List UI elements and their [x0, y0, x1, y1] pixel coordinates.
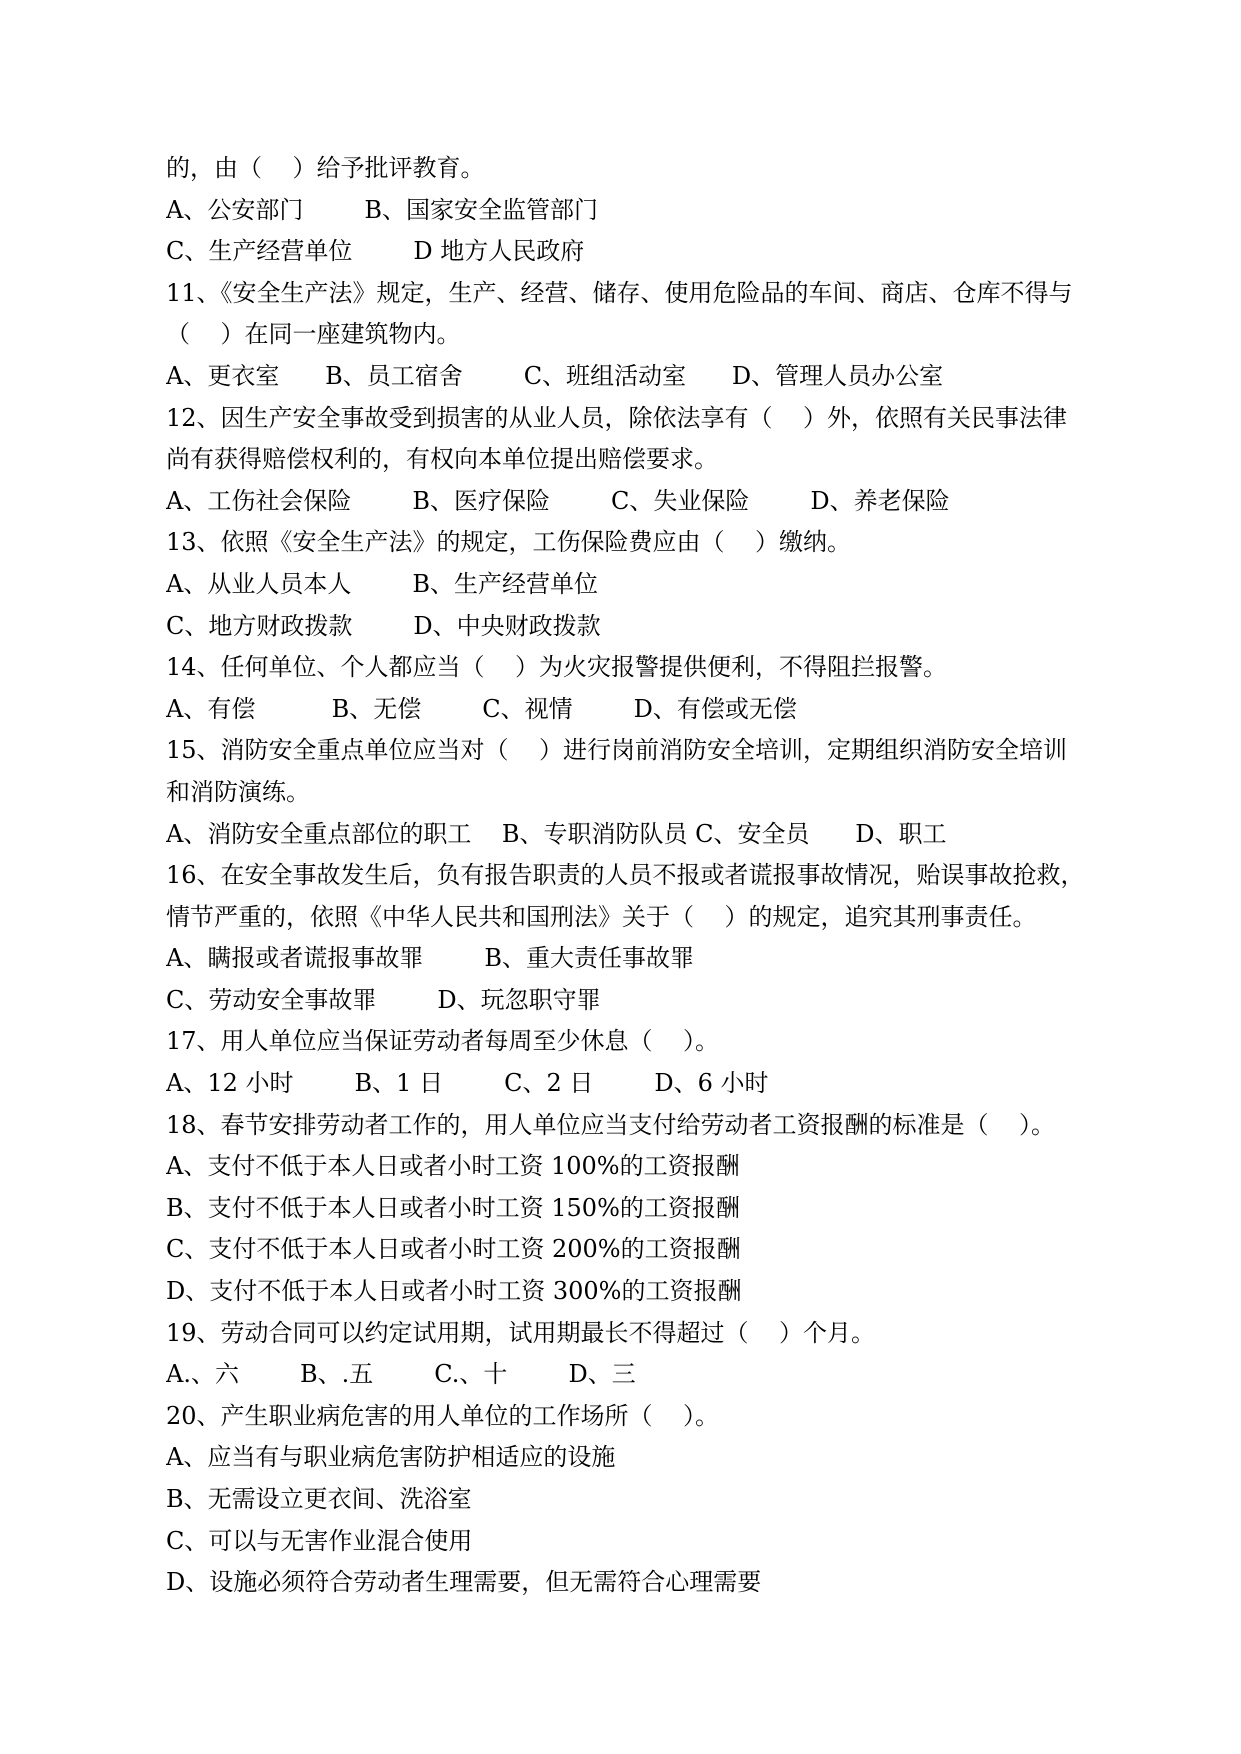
text-line: A.、六 B、.五 C.、十 D、三 [166, 1360, 636, 1389]
text-line: C、劳动安全事故罪 D、玩忽职守罪 [166, 985, 601, 1014]
text-line: A、应当有与职业病危害防护相适应的设施 [166, 1443, 616, 1472]
text-line: 15、消防安全重点单位应当对（ ）进行岗前消防安全培训，定期组织消防安全培训 [166, 736, 1068, 765]
text-line: 18、春节安排劳动者工作的，用人单位应当支付给劳动者工资报酬的标准是（ ）。 [166, 1110, 1056, 1139]
text-line: 11、《安全生产法》规定，生产、经营、储存、使用危险品的车间、商店、仓库不得与 [166, 278, 1073, 307]
text-line: C、地方财政拨款 D、中央财政拨款 [166, 611, 601, 640]
text-line: C、生产经营单位 D 地方人民政府 [166, 237, 585, 266]
text-line: 12、因生产安全事故受到损害的从业人员，除依法享有（ ）外，依照有关民事法律 [166, 403, 1068, 432]
text-line: D、支付不低于本人日或者小时工资 300%的工资报酬 [166, 1277, 742, 1306]
text-line: A、12 小时 B、1 日 C、2 日 D、6 小时 [166, 1069, 769, 1098]
text-line: A、消防安全重点部位的职工 B、专职消防队员 C、安全员 D、职工 [166, 819, 947, 848]
text-line: A、从业人员本人 B、生产经营单位 [166, 569, 598, 598]
text-line: A、瞒报或者谎报事故罪 B、重大责任事故罪 [166, 944, 694, 973]
text-line: 情节严重的，依照《中华人民共和国刑法》关于（ ）的规定，追究其刑事责任。 [166, 902, 1037, 931]
text-line: D、设施必须符合劳动者生理需要，但无需符合心理需要 [166, 1568, 762, 1597]
text-line: A、公安部门 B、国家安全监管部门 [166, 195, 598, 224]
text-line: 17、用人单位应当保证劳动者每周至少休息（ ）。 [166, 1027, 720, 1056]
text-line: 和消防演练。 [166, 777, 310, 806]
text-line: 的，由（ ）给予批评教育。 [166, 154, 485, 182]
text-line: 16、在安全事故发生后，负有报告职责的人员不报或者谎报事故情况，贻误事故抢救， [166, 861, 1085, 890]
text-line: C、支付不低于本人日或者小时工资 200%的工资报酬 [166, 1235, 741, 1264]
text-line: A、支付不低于本人日或者小时工资 100%的工资报酬 [166, 1152, 740, 1181]
text-line: 20、产生职业病危害的用人单位的工作场所（ ）。 [166, 1401, 720, 1430]
document-body [166, 148, 1096, 1604]
text-line: B、无需设立更衣间、洗浴室 [166, 1485, 472, 1513]
text-line: 19、劳动合同可以约定试用期，试用期最长不得超过（ ）个月。 [166, 1318, 876, 1347]
text-line: 13、依照《安全生产法》的规定，工伤保险费应由（ ）缴纳。 [166, 528, 852, 557]
text-line: A、有偿 B、无偿 C、视情 D、有偿或无偿 [166, 694, 797, 723]
text-line: B、支付不低于本人日或者小时工资 150%的工资报酬 [166, 1193, 740, 1222]
text-line: （ ）在同一座建筑物内。 [166, 320, 461, 349]
text-line: C、可以与无害作业混合使用 [166, 1526, 473, 1555]
text-line: A、更衣室 B、员工宿舍 C、班组活动室 D、管理人员办公室 [166, 361, 944, 390]
text-line: 尚有获得赔偿权利的，有权向本单位提出赔偿要求。 [166, 445, 718, 474]
text-line: A、工伤社会保险 B、医疗保险 C、失业保险 D、养老保险 [166, 486, 950, 515]
text-line: 14、任何单位、个人都应当（ ）为火灾报警提供便利，不得阻拦报警。 [166, 653, 948, 682]
